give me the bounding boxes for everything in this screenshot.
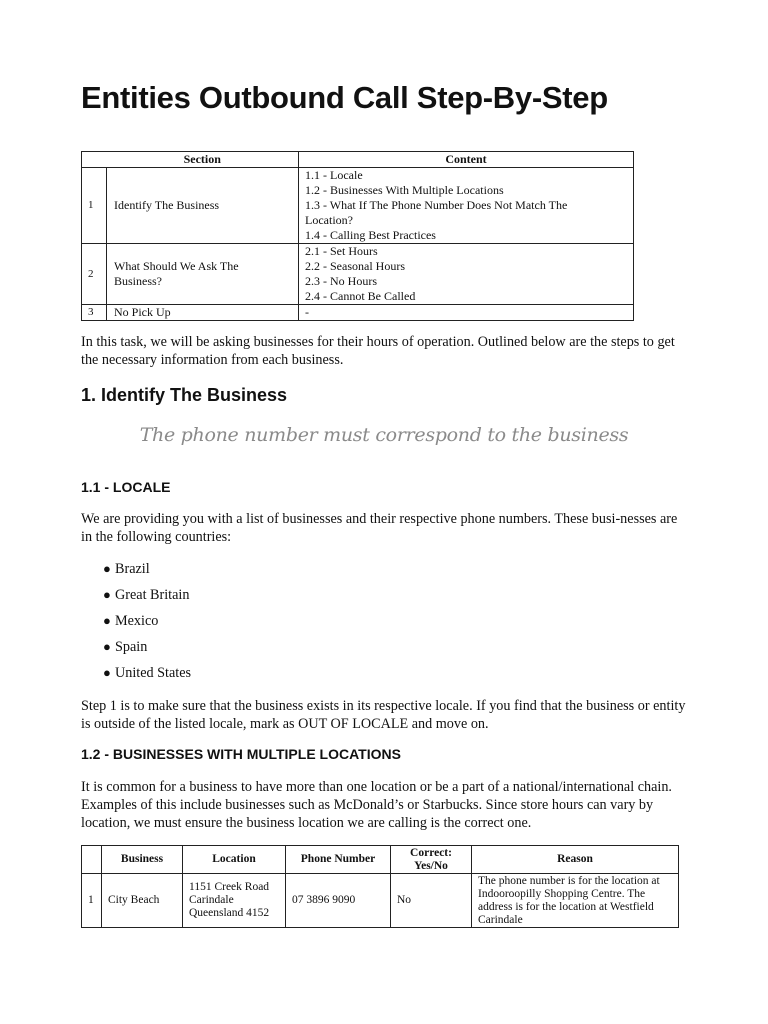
country-label: Mexico bbox=[115, 613, 159, 629]
bullet-icon: ● bbox=[103, 639, 111, 654]
pull-quote: The phone number must correspond to the business bbox=[139, 424, 629, 446]
business-header-correct bbox=[391, 846, 472, 874]
country-label: Great Britain bbox=[115, 587, 190, 603]
toc-row-number: 1 bbox=[82, 168, 107, 244]
toc-row-number: 3 bbox=[82, 305, 107, 321]
toc-row-section: Identify The Business bbox=[107, 168, 299, 244]
toc-header-num bbox=[82, 152, 107, 168]
toc-row-content bbox=[299, 168, 634, 244]
list-item bbox=[81, 586, 191, 612]
business-header-correct-line2: Yes/No bbox=[414, 859, 448, 872]
toc-row-content bbox=[299, 244, 634, 305]
toc-row-number: 2 bbox=[82, 244, 107, 305]
business-phone-cell: 07 3896 9090 bbox=[286, 874, 391, 928]
business-header-location: Location bbox=[183, 846, 286, 874]
toc-row bbox=[82, 305, 634, 321]
country-label: United States bbox=[115, 665, 192, 681]
business-header-correct-line1: Correct: bbox=[410, 846, 452, 859]
business-correct-cell: No bbox=[391, 874, 472, 928]
toc-content-line: 1.1 - Locale bbox=[305, 168, 363, 182]
toc-content-line: 2.2 - Seasonal Hours bbox=[305, 259, 405, 273]
business-row-number: 1 bbox=[82, 874, 102, 928]
business-name-cell: City Beach bbox=[102, 874, 183, 928]
business-header-row bbox=[82, 846, 679, 874]
bullet-icon: ● bbox=[103, 587, 111, 602]
business-location-cell bbox=[183, 874, 286, 928]
step-paragraph: Step 1 is to make sure that the business exists in its respective locale. If you find that the business or entity is outside of the listed locale, mark as OUT OF LOCALE and move on. bbox=[81, 698, 686, 732]
toc-table bbox=[81, 151, 634, 321]
business-header-reason: Reason bbox=[472, 846, 679, 874]
toc-content-line: 1.3 - What If The Phone Number Does Not Match The bbox=[305, 198, 568, 212]
toc-row bbox=[82, 168, 634, 244]
toc-row bbox=[82, 244, 634, 305]
toc-content-line: 1.2 - Businesses With Multiple Locations bbox=[305, 183, 504, 197]
toc-row-section bbox=[107, 244, 299, 305]
country-label: Brazil bbox=[115, 561, 150, 577]
subsection-heading-locale: 1.1 - LOCALE bbox=[81, 479, 171, 495]
country-list bbox=[81, 560, 191, 690]
multiple-locations-paragraph: It is common for a business to have more than one location or be a part of a national/international chain. Examples of this include businesses such as McDonald’s or Starbucks. Since store hours can vary by location, we must ensure the business location we are calling is the correct one. bbox=[81, 779, 672, 831]
toc-header-content: Content bbox=[299, 152, 634, 168]
toc-content-line: 2.4 - Cannot Be Called bbox=[305, 289, 416, 303]
toc-row-section: No Pick Up bbox=[107, 305, 299, 321]
location-line: 1151 Creek Road bbox=[189, 881, 270, 893]
bullet-icon: ● bbox=[103, 665, 111, 680]
toc-row-content: - bbox=[299, 305, 634, 321]
toc-row-section-text: What Should We Ask The Business? bbox=[114, 259, 239, 288]
business-reason-cell: The phone number is for the location at Indooroopilly Shopping Centre. The address is for the location at Westfield Carindale bbox=[472, 874, 679, 928]
toc-header-section: Section bbox=[107, 152, 299, 168]
section-heading: 1. Identify The Business bbox=[81, 385, 288, 405]
bullet-icon: ● bbox=[103, 613, 111, 628]
toc-content-line: 2.3 - No Hours bbox=[305, 274, 377, 288]
business-table bbox=[81, 845, 679, 928]
country-label: Spain bbox=[115, 639, 148, 655]
list-item bbox=[81, 664, 191, 690]
subsection-heading-multiple: 1.2 - BUSINESSES WITH MULTIPLE LOCATIONS bbox=[81, 746, 401, 762]
locale-paragraph: We are providing you with a list of businesses and their respective phone numbers. These busi-nesses are in the following countries: bbox=[81, 511, 678, 545]
table-row bbox=[82, 874, 679, 928]
list-item bbox=[81, 560, 191, 586]
location-line: Carindale bbox=[189, 894, 234, 906]
bullet-icon: ● bbox=[103, 561, 111, 576]
toc-header-row bbox=[82, 152, 634, 168]
page-title: Entities Outbound Call Step-By-Step bbox=[81, 80, 608, 115]
toc-content-line: 1.4 - Calling Best Practices bbox=[305, 228, 436, 242]
toc-content-line: 2.1 - Set Hours bbox=[305, 244, 378, 258]
business-header-business: Business bbox=[102, 846, 183, 874]
list-item bbox=[81, 638, 191, 664]
list-item bbox=[81, 612, 191, 638]
location-line: Queensland 4152 bbox=[189, 907, 270, 919]
business-header-num bbox=[82, 846, 102, 874]
business-header-phone: Phone Number bbox=[286, 846, 391, 874]
toc-content-line: Location? bbox=[305, 213, 353, 227]
intro-paragraph: In this task, we will be asking businesses for their hours of operation. Outlined below are the steps to get the necessary information from each business. bbox=[81, 334, 675, 368]
